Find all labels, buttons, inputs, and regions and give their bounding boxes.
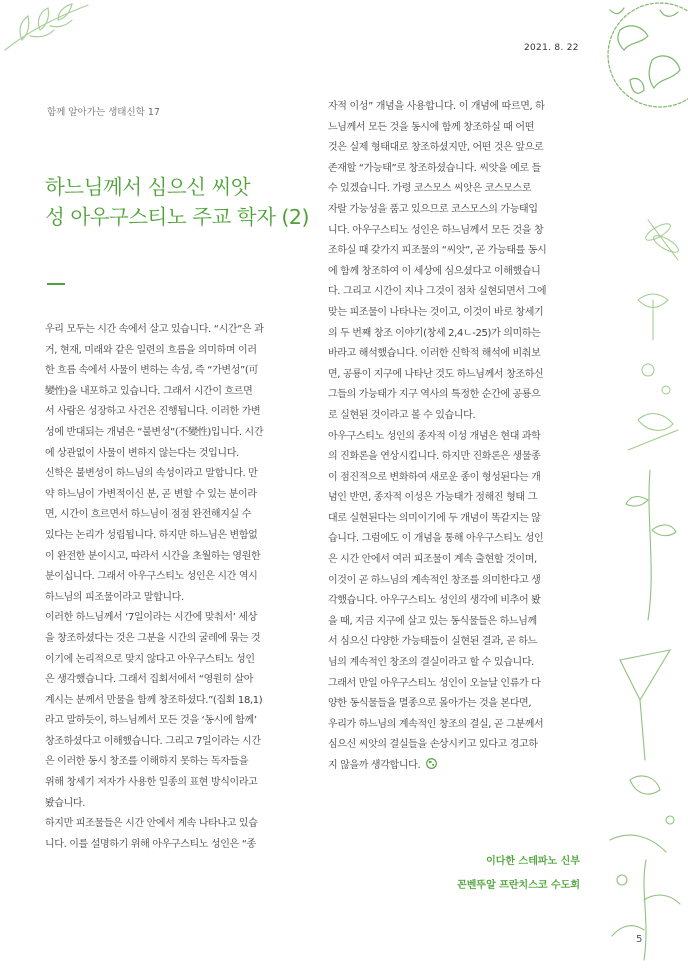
text-line: 그래서 만일 아우구스티노 성인이 오늘날 인류가 다 [328,677,541,689]
dragonfly-icon [618,200,688,460]
text-line: 위해 창세기 저자가 사용한 일종의 표현 방식이라고 [45,777,258,789]
text-line: 은 이러한 동시 창조를 이해하지 못하는 독자들을 [45,756,249,768]
text-line: 바라고 해석했습니다. 이러한 신학적 해석에 비춰보 [328,348,541,360]
text-line: 이 점진적으로 변화하여 새로운 종이 형성된다는 개 [328,471,541,483]
text-line: 분이십니다. 그래서 아우구스티노 성인은 시간 역시 [45,571,258,583]
text-line: 서 사람은 성장하고 사건은 진행됩니다. 이러한 가변 [45,406,261,418]
leaf-sprig-icon [0,0,95,60]
text-line: 조하실 때 갖가지 피조물의 “씨앗”, 곧 가능태를 동시 [328,245,547,257]
text-line: 을 때, 지금 지구에 살고 있는 동식물들은 하느님께 [328,615,537,627]
text-line: 양한 동식물들을 멸종으로 몰아가는 것을 본다면, [328,698,532,710]
text-line: 대로 실현된다는 의미이기에 두 개념이 똑같지는 않 [328,512,541,524]
text-line: 면, 공룡이 지구에 나타난 것도 하느님께서 창조하신 [328,368,544,380]
text-line: 에 상관없이 사물이 변하지 않는다는 것입니다. [45,447,239,459]
text-line: 존재할 “가능태”로 창조하셨습니다. 씨앗을 예로 들 [328,162,541,174]
plant-doodle-icon [600,460,688,971]
text-line: 것은 실제 형태대로 창조하셨지만, 어떤 것은 앞으로 [328,142,544,154]
text-line: 라고 말하듯이, 하느님께서 모든 것을 ‘동시에 함께’ [45,715,257,727]
text-line: 의 두 번째 창조 이야기(창세 2,4ㄴ-25)가 의미하는 [328,327,541,339]
text-line: 맞는 피조물이 나타나는 것이고, 이것이 바로 창세기 [328,306,544,318]
text-line: 느님께서 모든 것을 동시에 함께 창조하실 때 어떤 [328,121,535,133]
text-line: 니다. 아우구스티노 성인은 하느님께서 모든 것을 창 [328,224,544,236]
article-title [45,172,309,232]
text-line: 면, 시간이 흐르면서 하느님이 점점 완전해지실 수 [45,509,252,521]
article-column-2 [328,97,590,777]
text-line: 신학은 불변성이 하느님의 속성이라고 말합니다. 만 [45,468,258,480]
text-line: 이기에 논리적으로 맞지 않다고 아우구스티노 성인 [45,653,255,665]
series-label: 함께 알아가는 생태신학 17 [47,107,160,118]
text-line: 창조하셨다고 이해했습니다. 그리고 7일이라는 시간 [45,735,261,747]
text-line: 거, 현재, 미래와 같은 일련의 흐름을 의미하며 이러 [45,344,257,356]
text-line: 이러한 하느님께서 ‘7일이라는 시간에 맞춰서’ 세상 [45,612,258,624]
author-organization: 꼰벤뚜알 프란치스코 수도회 [457,880,580,891]
text-line: 이것이 곧 하느님의 계속적인 창조를 의미한다고 생 [328,574,541,586]
text-line: 을 창조하셨다는 것은 그분을 시간의 굴레에 묶는 것 [45,632,261,644]
text-line: 이 완전한 분이시고, 따라서 시간을 초월하는 영원한 [45,550,261,562]
text-line: 우리 모두는 시간 속에서 살고 있습니다. “시간”은 과 [45,324,264,335]
text-line: 자적 이성” 개념을 사용합니다. 이 개념에 따르면, 하 [328,101,545,112]
text-line: 다. 그리고 시간이 지나 그것이 점차 실현되면서 그에 [328,286,547,298]
text-line: 심으신 씨앗의 결실들을 손상시키고 있다고 경고하 [328,739,538,751]
title-divider [47,283,65,285]
title-line-1: 하느님께서 심으신 씨앗 [45,175,251,199]
text-line: 그들의 가능태가 지구 역사의 특정한 순간에 공룡으 [328,389,541,401]
text-line: 념인 반면, 종자적 이성은 가능태가 정해진 형태 그 [328,492,537,504]
text-line: 에 함께 창조하여 이 세상에 심으셨다고 이해했습니 [328,265,541,277]
text-line: 수 있겠습니다. 가령 코스모스 씨앗은 코스모스로 [328,183,532,195]
text-line: 자랄 가능성을 품고 있으므로 코스모스의 가능태입 [328,203,538,215]
issue-date: 2021. 8. 22 [524,43,579,53]
text-line: 우리가 하느님의 계속적인 창조의 결실, 곧 그분께서 [328,718,544,730]
text-line: 아우구스티노 성인의 종자적 이성 개념은 현대 과학 [328,430,541,442]
text-line: 니다. 이를 설명하기 위해 아우구스티노 성인은 “종 [45,838,256,850]
article-column-1 [45,320,307,855]
text-line: 變性)을 내포하고 있습니다. 그래서 시간이 흐르면 [45,385,253,397]
text-line: 한 흐름 속에서 사물이 변하는 속성, 즉 “가변성”(可 [45,365,259,377]
title-line-2: 성 아우구스티노 주교 학자 (2) [45,205,309,229]
text-line: 각했습니다. 아우구스티노 성인의 생각에 비추어 봤 [328,595,541,607]
globe-doodle-icon [590,0,688,150]
text-line: 습니다. 그럼에도 이 개념을 통해 아우구스티노 성인 [328,533,544,545]
text-line: 은 시간 안에서 여러 피조물이 계속 출현할 것이며, [328,554,537,566]
text-line: 약 하느님이 가변적이신 분, 곧 변할 수 있는 분이라 [45,488,257,500]
text-line: 하느님의 피조물이라고 말합니다. [45,591,184,603]
page-number: 5 [636,934,643,945]
text-line: 서 심으신 다양한 가능태들이 실현된 결과, 곧 하느 [328,636,537,648]
author-name: 이다한 스테파노 신부 [486,856,580,867]
text-line: 계시는 분께서 만물을 함께 창조하셨다.”(집회 18,1) [45,694,263,706]
text-line: 하지만 피조물들은 시간 안에서 계속 나타나고 있습 [45,818,258,830]
text-line: 지 않을까 생각합니다. [328,756,590,777]
text-line: 은 생각했습니다. 그래서 집회서에서 “영원히 살아 [45,674,254,686]
text-line: 의 진화론을 연상시킵니다. 하지만 진화론은 생물종 [328,451,541,463]
text-line: 봤습니다. [45,797,86,809]
text-line: 있다는 논리가 성립됩니다. 하지만 하느님은 변함없 [45,529,258,541]
text-line: 성에 반대되는 개념은 “불변성”(不變性)입니다. 시간 [45,426,264,438]
text-line: 로 실현된 것이라고 볼 수 있습니다. [328,409,476,421]
globe-end-mark-icon [426,758,437,769]
text-line: 님의 계속적인 창조의 결실이라고 할 수 있습니다. [328,657,535,669]
